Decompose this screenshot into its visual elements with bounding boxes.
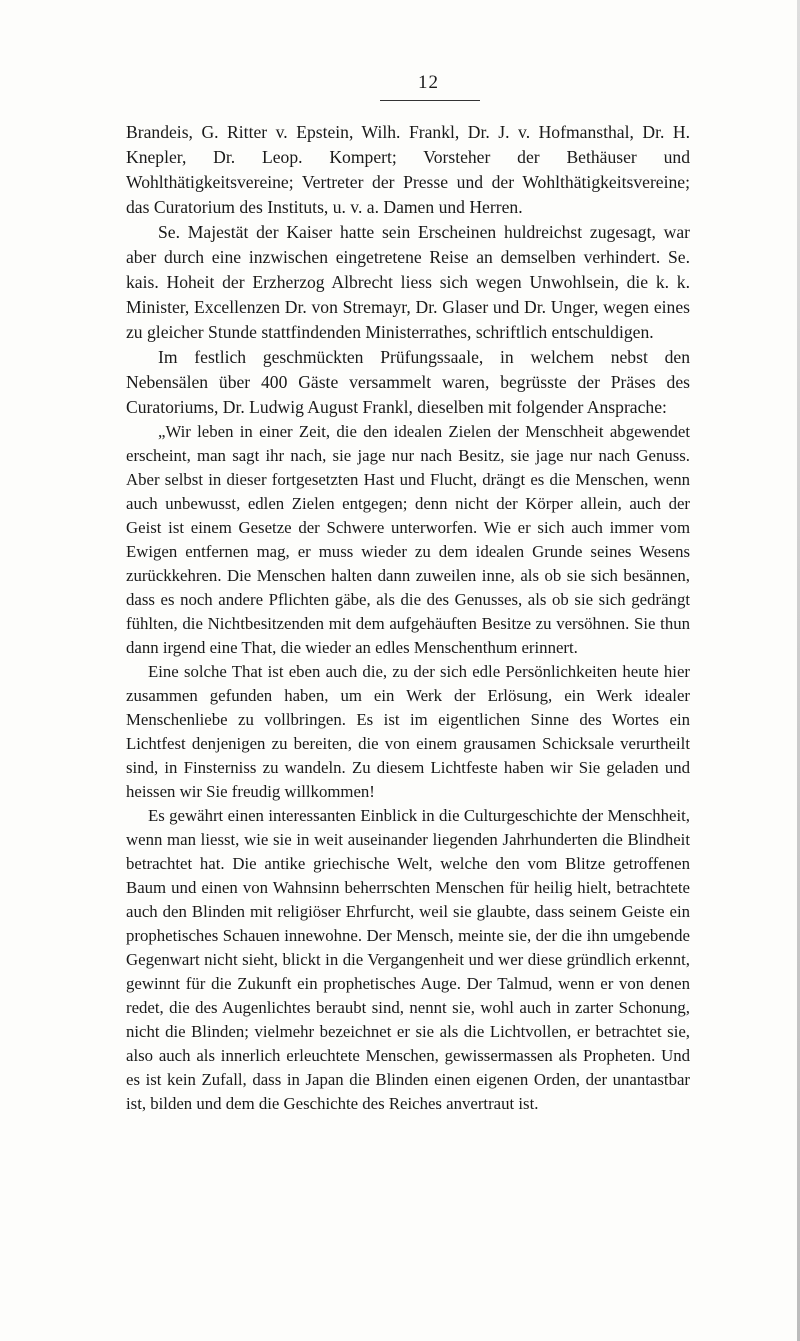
page-number: 12 xyxy=(418,72,439,93)
paragraph-speech-2: Eine solche That ist eben auch die, zu der sich edle Persönlichkeiten heute hier zusammen gefunden haben, um ein Werk der Erlösung, ein Werk idealer Menschenliebe zu vollbringen. Es ist im eigentlichen Sinne des Wortes ein Lichtfest denjenigen zu bereiten, die von einem grausamen Schicksale verurtheilt sind, in Finsterniss zu wandeln. Zu diesem Lichtfeste haben wir Sie geladen und heissen wir Sie freudig willkommen! xyxy=(126,662,690,801)
paragraph-welcome: Im festlich geschmückten Prüfungssaale, in welchem nebst den Nebensälen über 400 Gäste versammelt waren, begrüsste der Präses des Curatoriums, Dr. Ludwig August Frankl, dieselben mit folgender Ansprache: xyxy=(126,347,690,417)
paragraph-speech-1: „Wir leben in einer Zeit, die den idealen Zielen der Menschheit abgewendet erscheint, man sagt ihr nach, sie jage nur nach Besitz, sie jage nur nach Genuss. Aber selbst in dieser fortgesetzten Hast und Flucht, drängt es die Menschen, wenn auch unbewusst, edlen Zielen entgegen; denn nicht der Körper allein, auch der Geist ist einem Gesetze der Schwere unterworfen. Wie er sich auch immer vom Ewigen entfernen mag, er muss wieder zu dem idealen Grunde seines Wesens zurückkehren. Die Menschen halten dann zuweilen inne, als ob sie sich besännen, dass es noch andere Pflichten gäbe, als die des Genusses, als ob sie sich gedrängt fühlten, die Nichtbesitzenden mit dem aufgehäuften Besitze zu versöhnen. Sie thun dann irgend eine That, die wieder an edles Menschenthum erinnert. xyxy=(126,422,690,657)
body-text xyxy=(126,120,690,1116)
paragraph-attendees: Brandeis, G. Ritter v. Epstein, Wilh. Frankl, Dr. J. v. Hofmansthal, Dr. H. Knepler, Dr. Leop. Kompert; Vorsteher der Bethäuser und Wohlthätigkeitsvereine; Vertreter der Presse und der Wohlthätigkeitsvereine; das Curatorium des Instituts, u. v. a. Damen und Herren. xyxy=(126,122,690,217)
paragraph-excuses: Se. Majestät der Kaiser hatte sein Erscheinen huldreichst zugesagt, war aber durch eine inzwischen eingetretene Reise an demselben verhindert. Se. kais. Hoheit der Erzherzog Albrecht liess sich wegen Unwohlsein, die k. k. Minister, Excellenzen Dr. von Stremayr, Dr. Glaser und Dr. Unger, wegen eines zu gleicher Stunde stattfindenden Ministerrathes, schriftlich entschuldigen. xyxy=(126,222,690,342)
page-number-rule xyxy=(380,100,480,101)
paragraph-speech-3: Es gewährt einen interessanten Einblick in die Culturgeschichte der Menschheit, wenn man liesst, wie sie in weit auseinander liegenden Jahrhunderten die Blindheit betrachtet hat. Die antike griechische Welt, welche den vom Blitze getroffenen Baum und einen von Wahnsinn beherrschten Menschen für heilig hielt, betrachtete auch den Blinden mit religiöser Ehrfurcht, weil sie glaubte, dass seinem Geiste ein prophetisches Schauen innewohne. Der Mensch, meinte sie, der die ihn umgebende Gegenwart nicht sieht, blickt in die Vergangenheit und wer diese gründlich erkennt, gewinnt für die Zukunft ein prophetisches Auge. Der Talmud, wenn er von denen redet, die des Augenlichtes beraubt sind, nennt sie, wohl auch in zarter Schonung, nicht die Blinden; vielmehr bezeichnet er sie als die Lichtvollen, er betrachtet sie, also auch als innerlich erleuchtete Menschen, gewissermassen als Propheten. Und es ist kein Zufall, dass in Japan die Blinden einen eigenen Orden, der unantastbar ist, bilden und dem die Geschichte des Reiches anvertraut ist. xyxy=(126,806,690,1113)
